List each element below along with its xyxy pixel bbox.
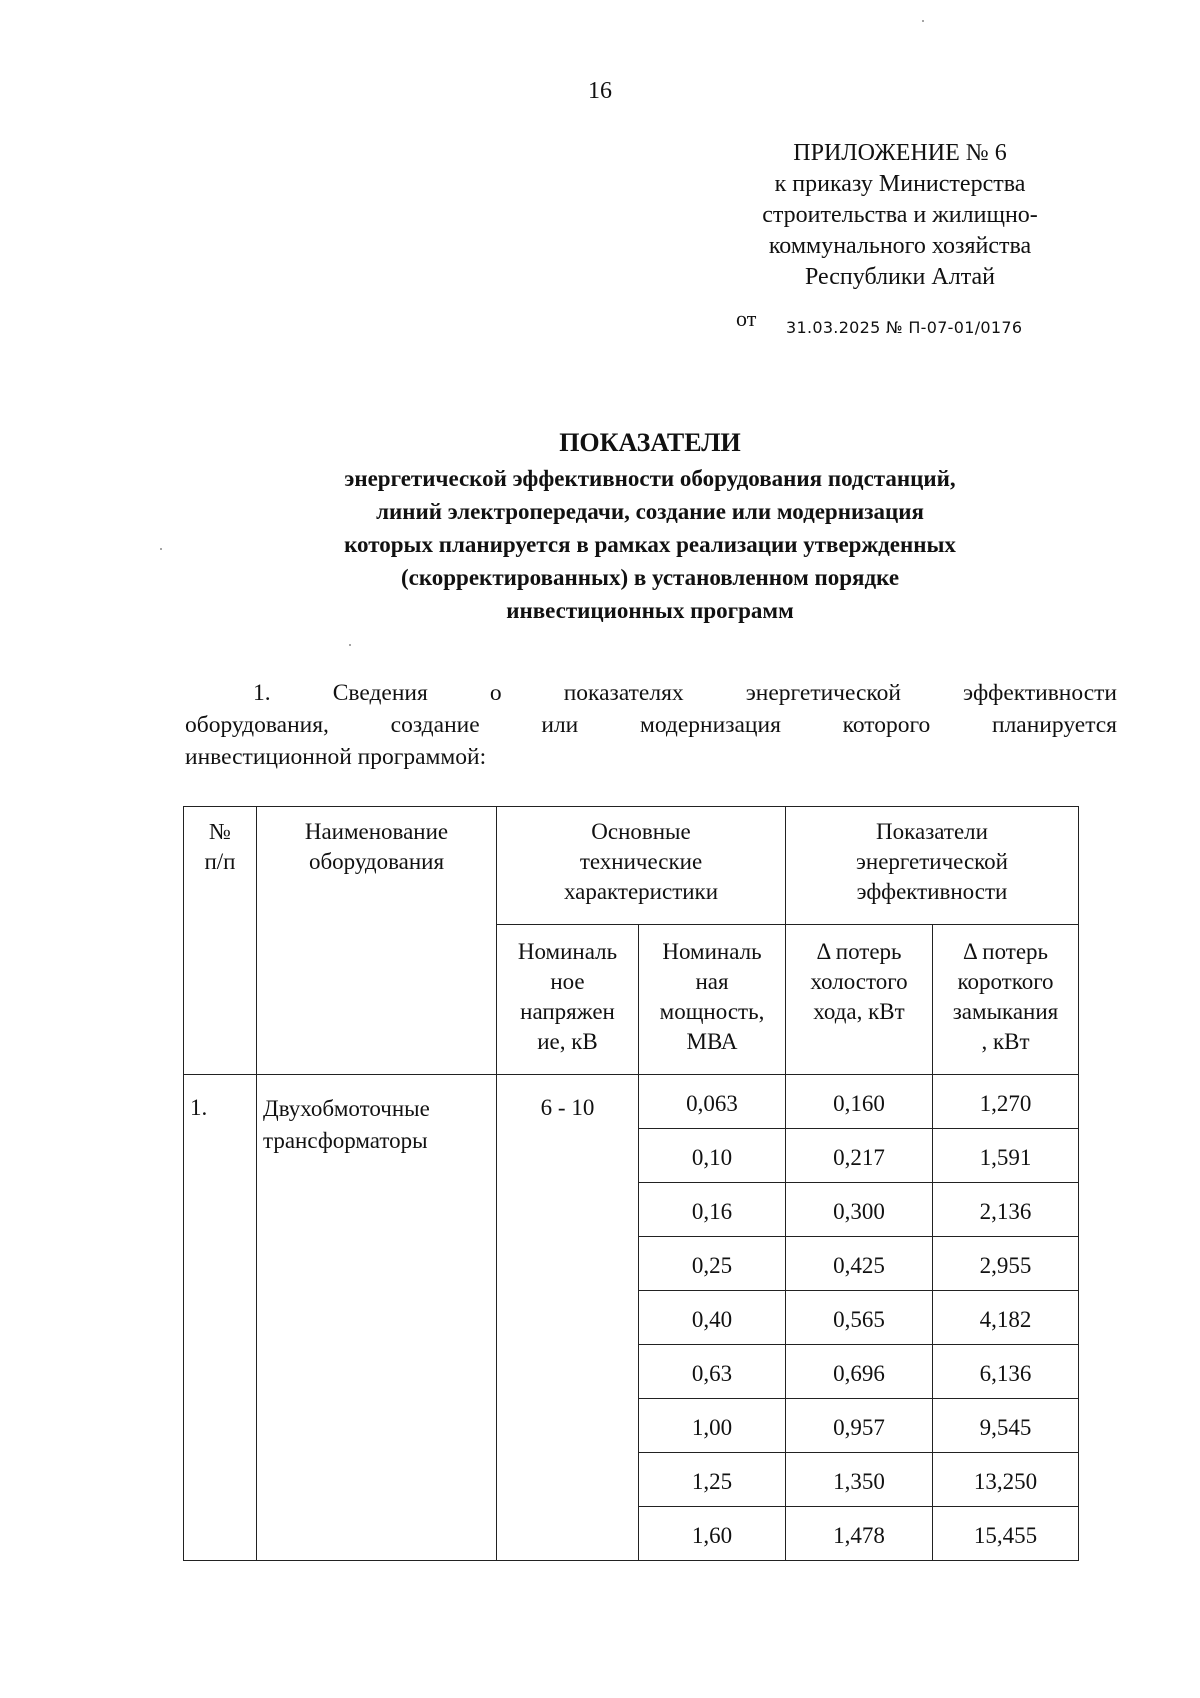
cell-sc-loss <box>933 1399 1079 1453</box>
header-text: п/п <box>204 849 236 874</box>
intro-line: оборудования, создание или модернизация которого планируется <box>185 712 1117 738</box>
cell-idle-loss-value: 0,565 <box>833 1306 885 1332</box>
header-idle-loss <box>786 925 933 1075</box>
cell-sc-loss <box>933 1237 1079 1291</box>
subtitle-line: линий электропередачи, создание или модернизация <box>376 499 924 524</box>
header-text: ная <box>695 969 729 994</box>
cell-sc-loss <box>933 1129 1079 1183</box>
cell-sc-loss <box>933 1291 1079 1345</box>
header-text: Основные <box>591 819 691 844</box>
header-row <box>184 807 1079 925</box>
cell-idle-loss-value: 1,478 <box>833 1522 885 1548</box>
cell-power <box>639 1453 786 1507</box>
header-text: короткого <box>957 969 1054 994</box>
header-text: Наименование <box>304 819 449 844</box>
cell-sc-loss-value: 1,270 <box>979 1090 1032 1116</box>
cell-sc-loss <box>933 1183 1079 1237</box>
header-text: Показатели <box>876 819 988 844</box>
cell-idle-loss <box>786 1129 933 1183</box>
table-row <box>184 1075 1079 1129</box>
annex-line: к приказу Министерства <box>774 171 1026 197</box>
intro-paragraph <box>185 677 1117 773</box>
cell-power <box>639 1291 786 1345</box>
cell-idle-loss <box>786 1399 933 1453</box>
cell-idle-loss <box>786 1507 933 1561</box>
annex-line: Республики Алтай <box>805 264 995 290</box>
cell-sc-loss <box>933 1345 1079 1399</box>
cell-idle-loss-value: 0,425 <box>833 1252 885 1278</box>
header-text: замыкания <box>952 999 1059 1024</box>
cell-sc-loss-value: 15,455 <box>973 1522 1038 1548</box>
document-title: ПОКАЗАТЕЛИ <box>559 428 741 457</box>
cell-sc-loss-value: 2,136 <box>979 1198 1032 1224</box>
cell-sc-loss-value: 6,136 <box>979 1360 1032 1386</box>
cell-idle-loss <box>786 1237 933 1291</box>
scan-speck <box>922 20 924 22</box>
header-eff <box>786 807 1079 925</box>
cell-sc-loss-value: 13,250 <box>973 1468 1038 1494</box>
cell-power <box>639 1507 786 1561</box>
header-text: энергетической <box>856 849 1008 874</box>
equipment-name-line: трансформаторы <box>263 1128 428 1153</box>
header-text: ное <box>550 969 585 994</box>
cell-idle-loss <box>786 1075 933 1129</box>
header-sc-loss <box>933 925 1079 1075</box>
header-text: Номиналь <box>517 939 618 964</box>
cell-sc-loss <box>933 1507 1079 1561</box>
header-text: Δ потерь <box>962 939 1049 964</box>
cell-power-value: 0,063 <box>686 1090 738 1116</box>
cell-idle-loss-value: 0,300 <box>833 1198 885 1224</box>
header-text: № <box>209 819 231 844</box>
header-num <box>184 807 257 1075</box>
cell-power-value: 1,60 <box>691 1522 733 1548</box>
header-text: хода, кВт <box>813 999 905 1024</box>
header-text: МВА <box>686 1029 738 1054</box>
cell-power <box>639 1183 786 1237</box>
cell-idle-loss-value: 0,696 <box>833 1360 885 1386</box>
cell-idle-loss-value: 0,217 <box>833 1144 885 1170</box>
cell-idle-loss <box>786 1291 933 1345</box>
cell-power-value: 0,16 <box>691 1198 733 1224</box>
header-tech <box>497 807 786 925</box>
cell-power-value: 0,40 <box>691 1306 733 1332</box>
cell-sc-loss <box>933 1453 1079 1507</box>
header-text: характеристики <box>563 879 719 904</box>
cell-power <box>639 1075 786 1129</box>
cell-power-value: 0,63 <box>691 1360 733 1386</box>
subtitle-line: инвестиционных программ <box>506 598 794 623</box>
cell-power-value: 0,10 <box>691 1144 733 1170</box>
header-text: ие, кВ <box>537 1029 598 1054</box>
subtitle-line: которых планируется в рамках реализации утвержденных <box>344 532 956 557</box>
cell-sc-loss-value: 1,591 <box>979 1144 1032 1170</box>
cell-sc-loss <box>933 1075 1079 1129</box>
header-text: Δ потерь <box>816 939 902 964</box>
scan-speck <box>349 644 351 646</box>
cell-voltage: 6 - 10 <box>497 1075 639 1561</box>
cell-power <box>639 1237 786 1291</box>
cell-idle-loss <box>786 1183 933 1237</box>
cell-power <box>639 1345 786 1399</box>
cell-idle-loss-value: 1,350 <box>833 1468 885 1494</box>
cell-sc-loss-value: 9,545 <box>979 1414 1032 1440</box>
annex-block <box>720 138 1080 293</box>
order-date-number: 31.03.2025 № П-07-01/0176 <box>786 318 1023 337</box>
scan-speck <box>160 548 162 550</box>
header-text: напряжен <box>520 999 615 1024</box>
annex-line: коммунального хозяйства <box>768 233 1032 259</box>
annex-line: строительства и жилищно- <box>762 202 1038 228</box>
cell-sc-loss-value: 2,955 <box>979 1252 1032 1278</box>
header-text: оборудования <box>308 849 445 874</box>
cell-power-value: 1,25 <box>691 1468 733 1494</box>
cell-idle-loss <box>786 1345 933 1399</box>
cell-num: 1. <box>184 1075 257 1561</box>
header-text: холостого <box>810 969 908 994</box>
page-number: 16 <box>588 78 612 104</box>
cell-idle-loss-value: 0,160 <box>833 1090 885 1116</box>
header-text: , кВт <box>981 1029 1030 1054</box>
header-text: технические <box>579 849 703 874</box>
header-name <box>257 807 497 1075</box>
annex-title: ПРИЛОЖЕНИЕ № 6 <box>793 140 1007 166</box>
header-text: Номиналь <box>662 939 762 964</box>
document-subtitle <box>0 462 1200 627</box>
cell-idle-loss-value: 0,957 <box>833 1414 885 1440</box>
equipment-name-line: Двухобмоточные <box>263 1096 430 1121</box>
intro-line: инвестиционной программой: <box>185 744 487 770</box>
cell-sc-loss-value: 4,182 <box>979 1306 1032 1332</box>
cell-equipment-name <box>257 1075 497 1561</box>
cell-power-value: 1,00 <box>691 1414 733 1440</box>
date-label: от <box>736 306 757 331</box>
subtitle-line: энергетической эффективности оборудования подстанций, <box>344 466 956 491</box>
header-text: мощность, <box>659 999 765 1024</box>
header-voltage <box>497 925 639 1075</box>
cell-idle-loss <box>786 1453 933 1507</box>
header-power <box>639 925 786 1075</box>
cell-power <box>639 1129 786 1183</box>
subtitle-line: (скорректированных) в установленном порядке <box>400 565 900 590</box>
efficiency-table <box>183 806 1079 1561</box>
cell-power <box>639 1399 786 1453</box>
intro-line: 1. Сведения о показателях энергетической эффективности <box>253 680 1117 706</box>
cell-power-value: 0,25 <box>691 1252 733 1278</box>
header-text: эффективности <box>856 879 1008 904</box>
